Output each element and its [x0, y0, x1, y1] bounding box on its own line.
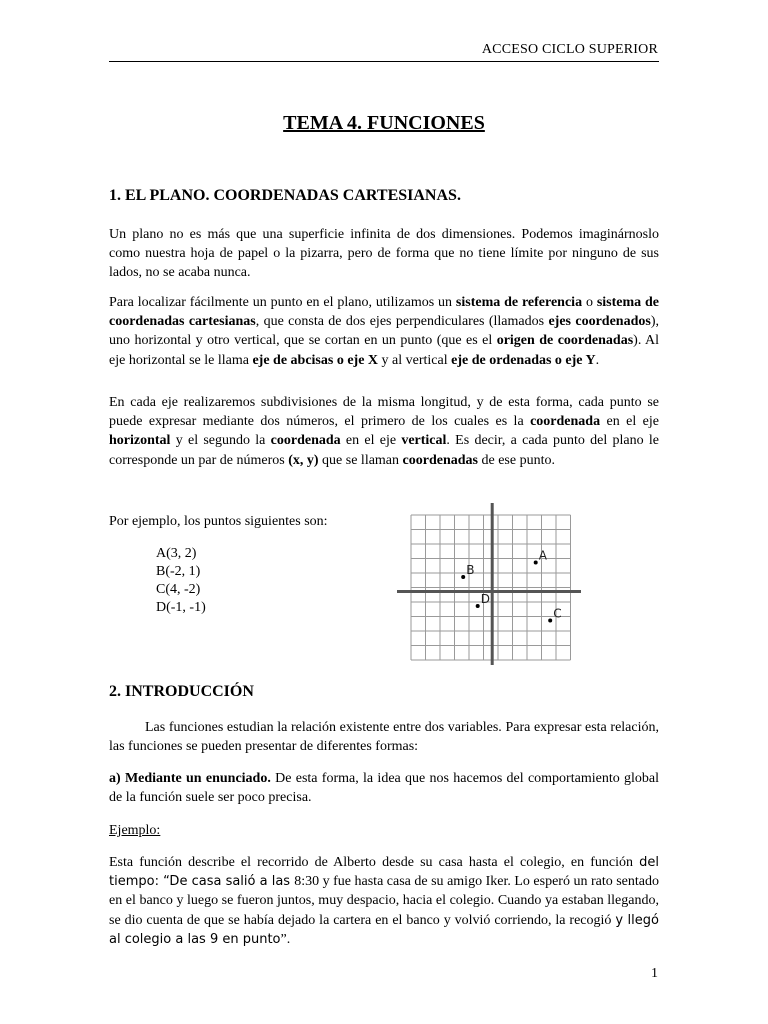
section1-paragraph1: Un plano no es más que una superficie infinita de dos dimensiones. Podemos imaginárnoslo como nuestra hoja de papel o la pizarra, pero de forma que no tiene límite por ninguno de sus lados, no se acaba nunca. [109, 227, 659, 281]
section2-paragraph3: Esta función describe el recorrido de Alberto desde su casa hasta el colegio, en función del tiempo: “De casa salió a las 8:30 y fue hasta casa de su amigo Iker. Lo esperó un rato sentado en el banco y luego se fueron juntos, muy despacio, hacia el colegio. Cuando ya estaban llegando, se dio cuenta de que se había dejado la cartera en el banco y volvió corriendo, la recogió y llegó al colegio a las 9 en punto”. [109, 855, 659, 947]
point-marker-b [461, 575, 465, 579]
point-label-a: A [538, 548, 547, 563]
point-label-c: C [553, 606, 562, 621]
section2-heading: 2. INTRODUCCIÓN [109, 683, 254, 700]
point-item: C(4, -2) [156, 582, 201, 597]
point-item: B(-2, 1) [156, 564, 201, 579]
running-header: ACCESO CICLO SUPERIOR [481, 42, 658, 57]
example-intro: Por ejemplo, los puntos siguientes son: [109, 514, 328, 529]
point-item: D(-1, -1) [156, 600, 206, 615]
plotted-points [461, 549, 561, 623]
example-label: Ejemplo: [109, 823, 161, 838]
point-label-b: B [466, 563, 475, 577]
page-title: TEMA 4. FUNCIONES [283, 112, 485, 134]
points-list [156, 545, 206, 617]
axes [397, 503, 581, 665]
section1-heading: 1. EL PLANO. COORDENADAS CARTESIANAS. [109, 187, 461, 204]
point-marker-c [548, 619, 552, 623]
point-marker-a [534, 561, 538, 565]
point-marker-d [476, 604, 480, 608]
point-item: A(3, 2) [156, 546, 197, 561]
point-label-d: D [480, 592, 490, 606]
section2-paragraph2: a) Mediante un enunciado. De esta forma, la idea que nos hacemos del comportamiento global de la función suele ser poco precisa. [109, 771, 659, 806]
coordinate-plane-figure [397, 503, 581, 665]
section1-paragraph2: Para localizar fácilmente un punto en el plano, utilizamos un sistema de referencia o sistema de coordenadas cartesianas, que consta de dos ejes perpendiculares (llamados ejes coordenados), uno horizontal y otro vertical, que se cortan en un punto (que es el origen de coordenadas). Al eje horizontal se le llama eje de abcisas o eje X y al vertical eje de ordenadas o eje Y. [109, 295, 659, 368]
section2-paragraph1: Las funciones estudian la relación existente entre dos variables. Para expresar esta relación, las funciones se pueden presentar de diferentes formas: [109, 720, 659, 755]
section1-paragraph3: En cada eje realizaremos subdivisiones de la misma longitud, y de esta forma, cada punto se puede expresar mediante dos números, el primero de los cuales es la coordenada en el eje horizontal y el segundo la coordenada en el eje vertical. Es decir, a cada punto del plano le corresponde un par de números (x, y) que se llaman coordenadas de ese punto. [109, 395, 659, 468]
header-rule [109, 61, 659, 62]
page-number: 1 [651, 966, 658, 981]
